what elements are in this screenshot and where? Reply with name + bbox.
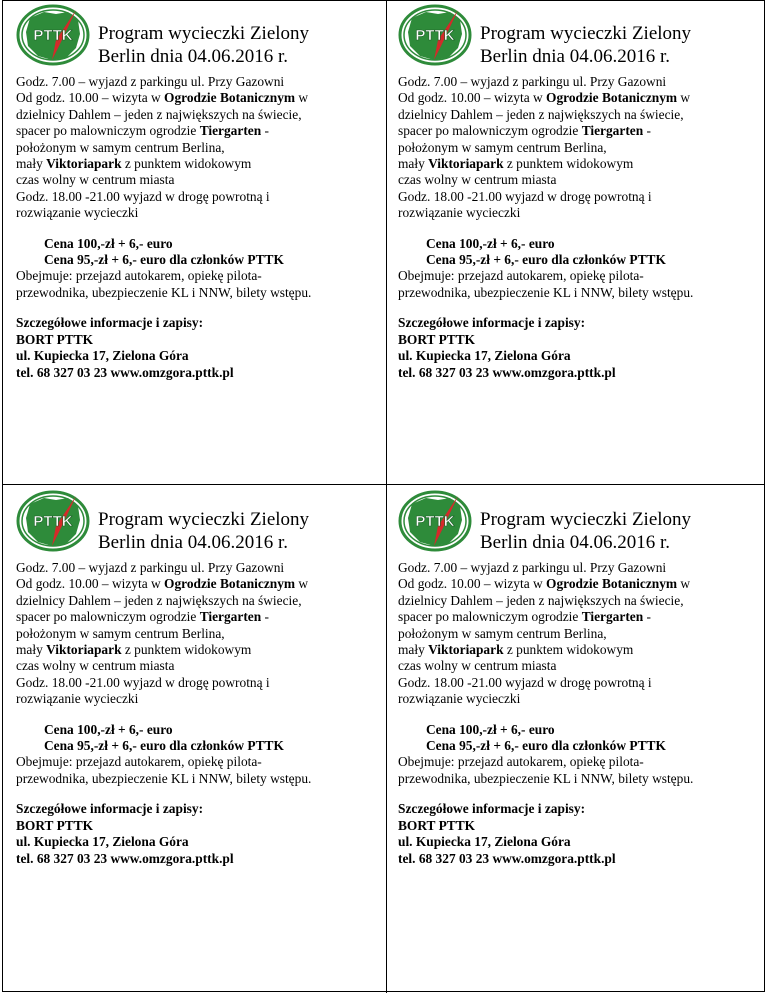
schedule-text: Od godz. 10.00 – wizyta w	[16, 90, 165, 106]
flyer-header	[16, 488, 388, 554]
schedule-text: spacer po malowniczym ogrodzie	[16, 609, 200, 625]
schedule-highlight: Ogrodzie Botanicznym	[546, 576, 678, 592]
schedule-highlight: Ogrodzie Botanicznym	[164, 90, 296, 106]
flyer-body	[398, 560, 768, 867]
schedule-line: Godz. 18.00 -21.00 wyjazd w drogę powrotną i	[398, 188, 652, 204]
flyer-header	[398, 2, 768, 68]
contact-address: ul. Kupiecka 17, Zielona Góra	[398, 834, 571, 850]
schedule-line	[16, 123, 388, 139]
contact-section	[16, 315, 388, 381]
schedule-line: położonym w samym centrum Berlina,	[16, 625, 225, 641]
schedule-line: położonym w samym centrum Berlina,	[16, 139, 225, 155]
price-regular: Cena 100,-zł + 6,- euro	[426, 721, 555, 737]
schedule-line: czas wolny w centrum miasta	[398, 172, 557, 188]
price-members: Cena 95,-zł + 6,- euro dla członków PTTK	[426, 252, 666, 268]
schedule-highlight: Ogrodzie Botanicznym	[164, 576, 296, 592]
contact-heading: Szczegółowe informacje i zapisy:	[398, 801, 586, 817]
schedule-text: Od godz. 10.00 – wizyta w	[398, 576, 547, 592]
schedule-text: -	[261, 609, 269, 625]
schedule-line	[16, 642, 388, 658]
schedule-text: z punktem widokowym	[503, 642, 634, 658]
contact-heading: Szczegółowe informacje i zapisy:	[16, 315, 204, 331]
flyer-card	[398, 2, 768, 472]
schedule-text: z punktem widokowym	[121, 156, 252, 172]
schedule-line	[398, 642, 768, 658]
schedule-line: położonym w samym centrum Berlina,	[398, 139, 607, 155]
schedule-line	[398, 90, 768, 106]
price-includes: Obejmuje: przejazd autokarem, opiekę pilota-	[398, 754, 644, 770]
schedule-highlight: Viktoriapark	[428, 156, 504, 172]
schedule-text: w	[677, 576, 691, 592]
schedule-line	[398, 576, 768, 592]
schedule-highlight: Ogrodzie Botanicznym	[546, 90, 678, 106]
schedule	[398, 74, 768, 222]
schedule-text: mały	[398, 642, 429, 658]
schedule-text: spacer po malowniczym ogrodzie	[16, 123, 200, 139]
logo-text: PTTK	[33, 513, 73, 530]
schedule-highlight: Viktoriapark	[428, 642, 504, 658]
schedule-line: Godz. 18.00 -21.00 wyjazd w drogę powrotną i	[16, 188, 270, 204]
contact-org: BORT PTTK	[16, 817, 94, 833]
schedule-text: w	[677, 90, 691, 106]
price-section	[398, 236, 768, 302]
contact-phone-web: tel. 68 327 03 23 www.omzgora.pttk.pl	[398, 850, 616, 866]
schedule-line: Godz. 7.00 – wyjazd z parkingu ul. Przy Gazowni	[16, 560, 285, 575]
title-line-2: Berlin dnia 04.06.2016 r.	[98, 46, 288, 67]
flyer-title	[480, 22, 691, 68]
schedule-line	[16, 156, 388, 172]
contact-org: BORT PTTK	[398, 331, 476, 347]
schedule-text: -	[261, 123, 269, 139]
title-line-1: Program wycieczki Zielony	[480, 23, 692, 44]
contact-section	[398, 315, 768, 381]
title-line-2: Berlin dnia 04.06.2016 r.	[480, 46, 670, 67]
schedule-line: rozwiązanie wycieczki	[16, 691, 139, 707]
schedule-line: Godz. 18.00 -21.00 wyjazd w drogę powrotną i	[398, 674, 652, 690]
title-line-2: Berlin dnia 04.06.2016 r.	[98, 532, 288, 553]
schedule-highlight: Tiergarten	[581, 123, 644, 139]
schedule-text: w	[295, 90, 309, 106]
title-line-1: Program wycieczki Zielony	[98, 23, 310, 44]
flyer-header	[16, 2, 388, 68]
cut-line-horizontal	[3, 484, 764, 485]
schedule-line: rozwiązanie wycieczki	[16, 205, 139, 221]
schedule-text: mały	[16, 642, 47, 658]
schedule-highlight: Viktoriapark	[46, 156, 122, 172]
logo-text: PTTK	[415, 27, 455, 44]
logo-text: PTTK	[415, 513, 455, 530]
schedule-line: Godz. 7.00 – wyjazd z parkingu ul. Przy Gazowni	[398, 74, 667, 89]
schedule-line: Godz. 18.00 -21.00 wyjazd w drogę powrotną i	[16, 674, 270, 690]
flyer-card	[16, 488, 388, 958]
schedule-highlight: Tiergarten	[199, 123, 262, 139]
schedule-line	[16, 576, 388, 592]
price-includes: przewodnika, ubezpieczenie KL i NNW, bilety wstępu.	[16, 770, 312, 786]
price-includes: przewodnika, ubezpieczenie KL i NNW, bilety wstępu.	[16, 284, 312, 300]
schedule-line	[398, 156, 768, 172]
contact-address: ul. Kupiecka 17, Zielona Góra	[16, 348, 189, 364]
price-section	[16, 236, 388, 302]
price-section	[16, 722, 388, 788]
contact-phone-web: tel. 68 327 03 23 www.omzgora.pttk.pl	[16, 850, 234, 866]
schedule-line: czas wolny w centrum miasta	[16, 172, 175, 188]
flyer-card	[398, 488, 768, 958]
schedule-line: czas wolny w centrum miasta	[398, 658, 557, 674]
flyer-body	[16, 560, 388, 867]
contact-section	[398, 801, 768, 867]
flyer-title	[98, 22, 309, 68]
contact-phone-web: tel. 68 327 03 23 www.omzgora.pttk.pl	[16, 364, 234, 380]
flyer-body	[16, 74, 388, 381]
schedule-line	[16, 90, 388, 106]
flyer-header	[398, 488, 768, 554]
price-members: Cena 95,-zł + 6,- euro dla członków PTTK	[44, 738, 284, 754]
title-line-2: Berlin dnia 04.06.2016 r.	[480, 532, 670, 553]
schedule-text: z punktem widokowym	[503, 156, 634, 172]
flyer-title	[98, 508, 309, 554]
flyer-card	[16, 2, 388, 472]
contact-heading: Szczegółowe informacje i zapisy:	[398, 315, 586, 331]
schedule-highlight: Viktoriapark	[46, 642, 122, 658]
schedule-line: dzielnicy Dahlem – jeden z największych na świecie,	[398, 106, 684, 122]
schedule-text: Od godz. 10.00 – wizyta w	[398, 90, 547, 106]
title-line-1: Program wycieczki Zielony	[98, 509, 310, 530]
contact-phone-web: tel. 68 327 03 23 www.omzgora.pttk.pl	[398, 364, 616, 380]
schedule-line: rozwiązanie wycieczki	[398, 205, 521, 221]
schedule-text: -	[643, 123, 651, 139]
schedule-line	[398, 609, 768, 625]
schedule-text: spacer po malowniczym ogrodzie	[398, 609, 582, 625]
schedule-text: Od godz. 10.00 – wizyta w	[16, 576, 165, 592]
price-members: Cena 95,-zł + 6,- euro dla członków PTTK	[426, 738, 666, 754]
contact-org: BORT PTTK	[398, 817, 476, 833]
pttk-logo-icon	[398, 4, 472, 66]
schedule-text: mały	[398, 156, 429, 172]
schedule-text: mały	[16, 156, 47, 172]
contact-org: BORT PTTK	[16, 331, 94, 347]
schedule-highlight: Tiergarten	[199, 609, 262, 625]
price-section	[398, 722, 768, 788]
price-members: Cena 95,-zł + 6,- euro dla członków PTTK	[44, 252, 284, 268]
flyer-body	[398, 74, 768, 381]
schedule-line	[16, 609, 388, 625]
schedule-line: dzielnicy Dahlem – jeden z największych na świecie,	[398, 592, 684, 608]
schedule-line: dzielnicy Dahlem – jeden z największych na świecie,	[16, 592, 302, 608]
price-includes: przewodnika, ubezpieczenie KL i NNW, bilety wstępu.	[398, 284, 694, 300]
logo-text: PTTK	[33, 27, 73, 44]
price-regular: Cena 100,-zł + 6,- euro	[426, 235, 555, 251]
schedule-text: -	[643, 609, 651, 625]
price-regular: Cena 100,-zł + 6,- euro	[44, 721, 173, 737]
schedule-line: dzielnicy Dahlem – jeden z największych na świecie,	[16, 106, 302, 122]
schedule-line	[398, 123, 768, 139]
title-line-1: Program wycieczki Zielony	[480, 509, 692, 530]
schedule-text: spacer po malowniczym ogrodzie	[398, 123, 582, 139]
contact-section	[16, 801, 388, 867]
schedule-line: położonym w samym centrum Berlina,	[398, 625, 607, 641]
schedule-text: z punktem widokowym	[121, 642, 252, 658]
contact-address: ul. Kupiecka 17, Zielona Góra	[16, 834, 189, 850]
schedule-text: w	[295, 576, 309, 592]
price-includes: Obejmuje: przejazd autokarem, opiekę pilota-	[398, 268, 644, 284]
schedule	[16, 560, 388, 708]
schedule-highlight: Tiergarten	[581, 609, 644, 625]
schedule-line: Godz. 7.00 – wyjazd z parkingu ul. Przy Gazowni	[16, 74, 285, 89]
pttk-logo-icon	[16, 490, 90, 552]
pttk-logo-icon	[398, 490, 472, 552]
price-includes: Obejmuje: przejazd autokarem, opiekę pilota-	[16, 268, 262, 284]
price-includes: Obejmuje: przejazd autokarem, opiekę pilota-	[16, 754, 262, 770]
schedule	[16, 74, 388, 222]
pttk-logo-icon	[16, 4, 90, 66]
schedule-line: rozwiązanie wycieczki	[398, 691, 521, 707]
price-includes: przewodnika, ubezpieczenie KL i NNW, bilety wstępu.	[398, 770, 694, 786]
schedule	[398, 560, 768, 708]
price-regular: Cena 100,-zł + 6,- euro	[44, 235, 173, 251]
contact-address: ul. Kupiecka 17, Zielona Góra	[398, 348, 571, 364]
contact-heading: Szczegółowe informacje i zapisy:	[16, 801, 204, 817]
schedule-line: czas wolny w centrum miasta	[16, 658, 175, 674]
schedule-line: Godz. 7.00 – wyjazd z parkingu ul. Przy Gazowni	[398, 560, 667, 575]
flyer-title	[480, 508, 691, 554]
